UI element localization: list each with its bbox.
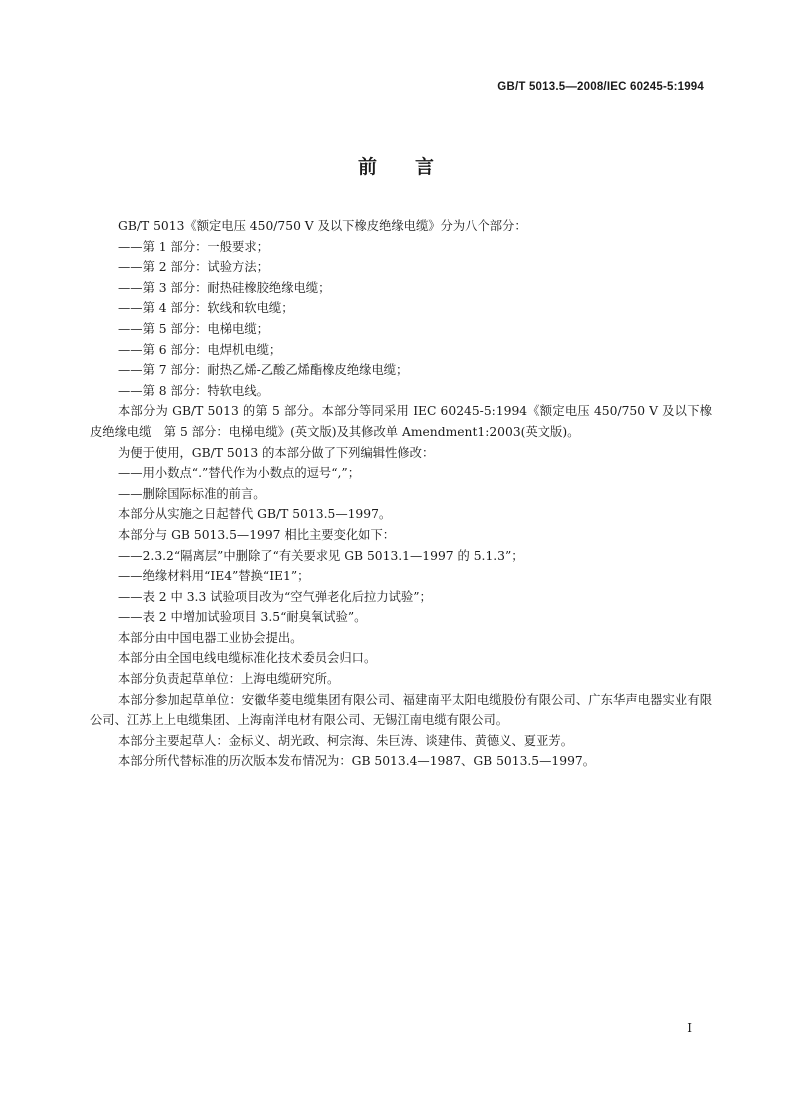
list-item: ——表 2 中增加试验项目 3.5“耐臭氧试验”。 [118,610,367,625]
paragraph: 本部分负责起草单位：上海电缆研究所。 [118,672,340,687]
paragraph: 本部分参加起草单位：安徽华菱电缆集团有限公司、福建南平太阳电缆股份有限公司、广东华声电器实业有限公司、江苏上上电缆集团、上海南洋电材有限公司、无锡江南电缆有限公司。 [90,692,712,728]
paragraph: 本部分与 GB 5013.5—1997 相比主要变化如下： [118,527,396,542]
list-item: ——表 2 中 3.3 试验项目改为“空气弹老化后拉力试验”； [118,589,432,604]
list-item: ——第 2 部分：试验方法； [118,260,269,275]
list-item: ——第 8 部分：特软电线。 [118,383,269,398]
paragraph: 本部分为 GB/T 5013 的第 5 部分。本部分等同采用 IEC 60245-5:1994《额定电压 450/750 V 及以下橡皮绝缘电缆 第 5 部分：电梯电缆》(英文版)及其修改单 Amendment1:2003(英文版)。 [90,404,712,439]
paragraph: 本部分由中国电器工业协会提出。 [118,630,303,645]
paragraph: 本部分由全国电线电缆标准化技术委员会归口。 [118,651,377,666]
list-item: ——第 3 部分：耐热硅橡胶绝缘电缆； [118,280,331,295]
page-title: 前 言 [357,156,434,178]
standard-code-header: GB/T 5013.5—2008/IEC 60245-5:1994 [497,81,704,93]
list-item: ——第 5 部分：电梯电缆； [118,321,269,336]
paragraph: 本部分从实施之日起替代 GB/T 5013.5—1997。 [118,507,392,522]
list-item: ——第 4 部分：软线和软电缆； [118,301,294,316]
list-item: ——删除国际标准的前言。 [118,486,266,501]
page-number: I [687,1021,692,1035]
paragraph: GB/T 5013《额定电压 450/750 V 及以下橡皮绝缘电缆》分为八个部分： [118,219,527,233]
paragraph: 为便于使用，GB/T 5013 的本部分做了下列编辑性修改： [118,445,435,460]
list-item: ——2.3.2“隔离层”中删除了“有关要求见 GB 5013.1—1997 的 5.1.3”； [118,548,524,563]
list-item: ——绝缘材料用“IE4”替换“IE1”； [118,569,310,584]
list-item: ——第 1 部分：一般要求； [118,239,269,254]
list-item: ——第 7 部分：耐热乙烯-乙酸乙烯酯橡皮绝缘电缆； [118,363,409,378]
foreword-body [90,216,712,772]
list-item: ——用小数点“.”替代作为小数点的逗号“,”； [118,466,361,481]
paragraph: 本部分所代替标准的历次版本发布情况为：GB 5013.4—1987、GB 5013.5—1997。 [118,754,596,769]
paragraph: 本部分主要起草人：金标义、胡光政、柯宗海、朱巨涛、谈建伟、黄德义、夏亚芳。 [118,733,573,748]
list-item: ——第 6 部分：电焊机电缆； [118,342,282,357]
